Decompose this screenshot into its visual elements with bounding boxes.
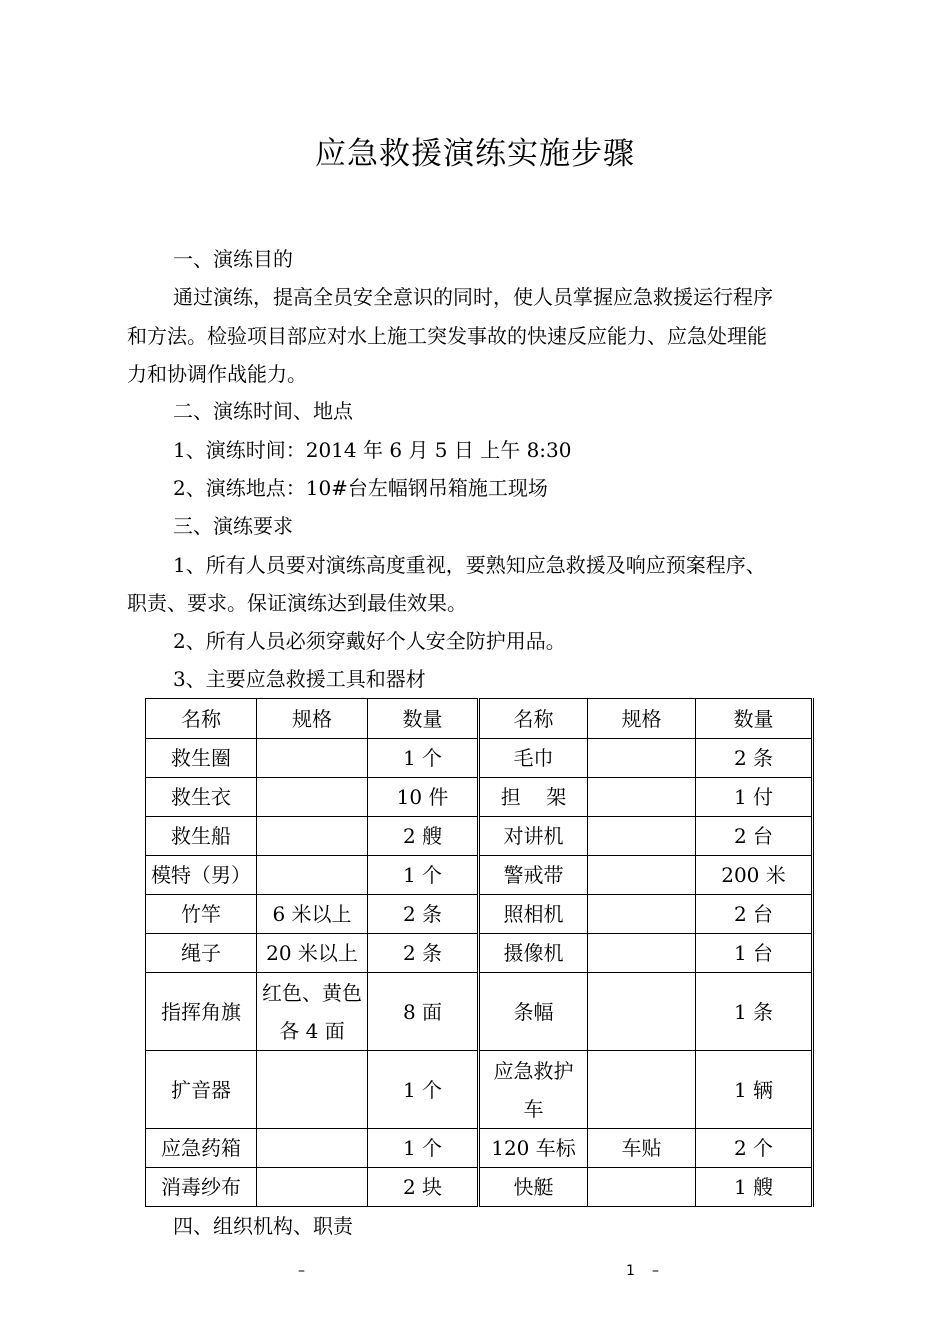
table-cell: 扩音器 [146,1051,257,1129]
table-cell: 救生船 [146,817,257,856]
table-cell: 消毒纱布 [146,1168,257,1207]
table-cell [257,1168,368,1207]
table-cell: 1 付 [696,778,813,817]
table-cell: 快艇 [479,1168,588,1207]
table-row [146,934,813,973]
table-row [146,778,813,817]
table-cell [588,778,696,817]
table-cell: 担 架 [479,778,588,817]
table-cell: 照相机 [479,895,588,934]
table-cell: 2 条 [368,895,479,934]
table-cell: 200 米 [696,856,813,895]
table-cell: 1 个 [368,739,479,778]
equipment-table [145,698,814,1207]
table-cell: 应急药箱 [146,1129,257,1168]
table-cell [588,1051,696,1129]
table-cell: 救生衣 [146,778,257,817]
table-cell [257,817,368,856]
table-cell: 1 个 [368,1051,479,1129]
table-cell: 对讲机 [479,817,588,856]
header-qty: 数量 [368,699,479,739]
table-cell: 20 米以上 [257,934,368,973]
table-cell: 2 艘 [368,817,479,856]
table-row [146,856,813,895]
table-cell [257,856,368,895]
table-cell [257,1129,368,1168]
table-cell: 1 个 [368,856,479,895]
header-spec: 规格 [257,699,368,739]
requirement-2: 2、所有人员必须穿戴好个人安全防护用品。 [173,629,566,653]
table-row [146,895,813,934]
section-1-paragraph-line-3: 力和协调作战能力。 [127,362,307,386]
table-cell: 2 条 [696,739,813,778]
table-cell: 2 个 [696,1129,813,1168]
header-name-2: 名称 [479,699,588,739]
section-1-heading: 一、演练目的 [173,247,293,271]
table-cell [588,895,696,934]
table-header-row [146,699,813,739]
table-row [146,1129,813,1168]
table-cell: 警戒带 [479,856,588,895]
table-cell: 2 块 [368,1168,479,1207]
table-cell: 指挥角旗 [146,973,257,1051]
table-cell: 6 米以上 [257,895,368,934]
table-cell [588,973,696,1051]
table-cell: 1 条 [696,973,813,1051]
table-cell: 摄像机 [479,934,588,973]
section-2-heading: 二、演练时间、地点 [173,399,353,423]
table-cell: 2 条 [368,934,479,973]
table-cell: 条幅 [479,973,588,1051]
header-name: 名称 [146,699,257,739]
section-1-paragraph-line-2: 和方法。检验项目部应对水上施工突发事故的快速反应能力、应急处理能 [127,324,767,348]
table-cell [257,739,368,778]
table-cell: 10 件 [368,778,479,817]
table-cell [588,1168,696,1207]
table-row [146,1168,813,1207]
table-cell: 模特（男） [146,856,257,895]
requirement-1-line-1: 1、所有人员要对演练高度重视，要熟知应急救援及响应预案程序、 [173,553,766,577]
section-1-paragraph-line-1: 通过演练，提高全员安全意识的同时，使人员掌握应急救援运行程序 [173,285,773,309]
drill-location: 2、演练地点：10#台左幅钢吊箱施工现场 [173,476,548,500]
table-cell [257,1051,368,1129]
table-cell: 8 面 [368,973,479,1051]
table-cell [588,934,696,973]
table-row [146,817,813,856]
table-row [146,739,813,778]
table-cell: 应急救护车 [479,1051,588,1129]
header-spec-2: 规格 [588,699,696,739]
table-cell: 120 车标 [479,1129,588,1168]
table-cell: 1 辆 [696,1051,813,1129]
requirement-1-line-2: 职责、要求。保证演练达到最佳效果。 [127,591,467,615]
table-cell: 2 台 [696,895,813,934]
header-qty-2: 数量 [696,699,813,739]
requirement-3: 3、主要应急救援工具和器材 [173,667,426,691]
table-cell: 1 艘 [696,1168,813,1207]
table-cell: 毛巾 [479,739,588,778]
page-number: 1 [626,1263,635,1279]
table-cell: 1 台 [696,934,813,973]
table-cell [588,856,696,895]
table-row [146,1051,813,1129]
table-cell: 1 个 [368,1129,479,1168]
table-cell: 绳子 [146,934,257,973]
table-cell [588,817,696,856]
table-cell: 车贴 [588,1129,696,1168]
table-cell [588,739,696,778]
footer-right-dash: – [652,1263,659,1279]
page-title: 应急救援演练实施步骤 [315,136,635,172]
table-cell [257,778,368,817]
table-cell: 竹竿 [146,895,257,934]
table-row [146,973,813,1051]
drill-time: 1、演练时间：2014 年 6 月 5 日 上午 8:30 [173,438,572,462]
section-3-heading: 三、演练要求 [173,514,293,538]
table-cell: 红色、黄色各 4 面 [257,973,368,1051]
footer-left-dash: – [298,1263,305,1279]
table-cell: 2 台 [696,817,813,856]
table-cell: 救生圈 [146,739,257,778]
section-4-heading: 四、组织机构、职责 [173,1214,353,1238]
